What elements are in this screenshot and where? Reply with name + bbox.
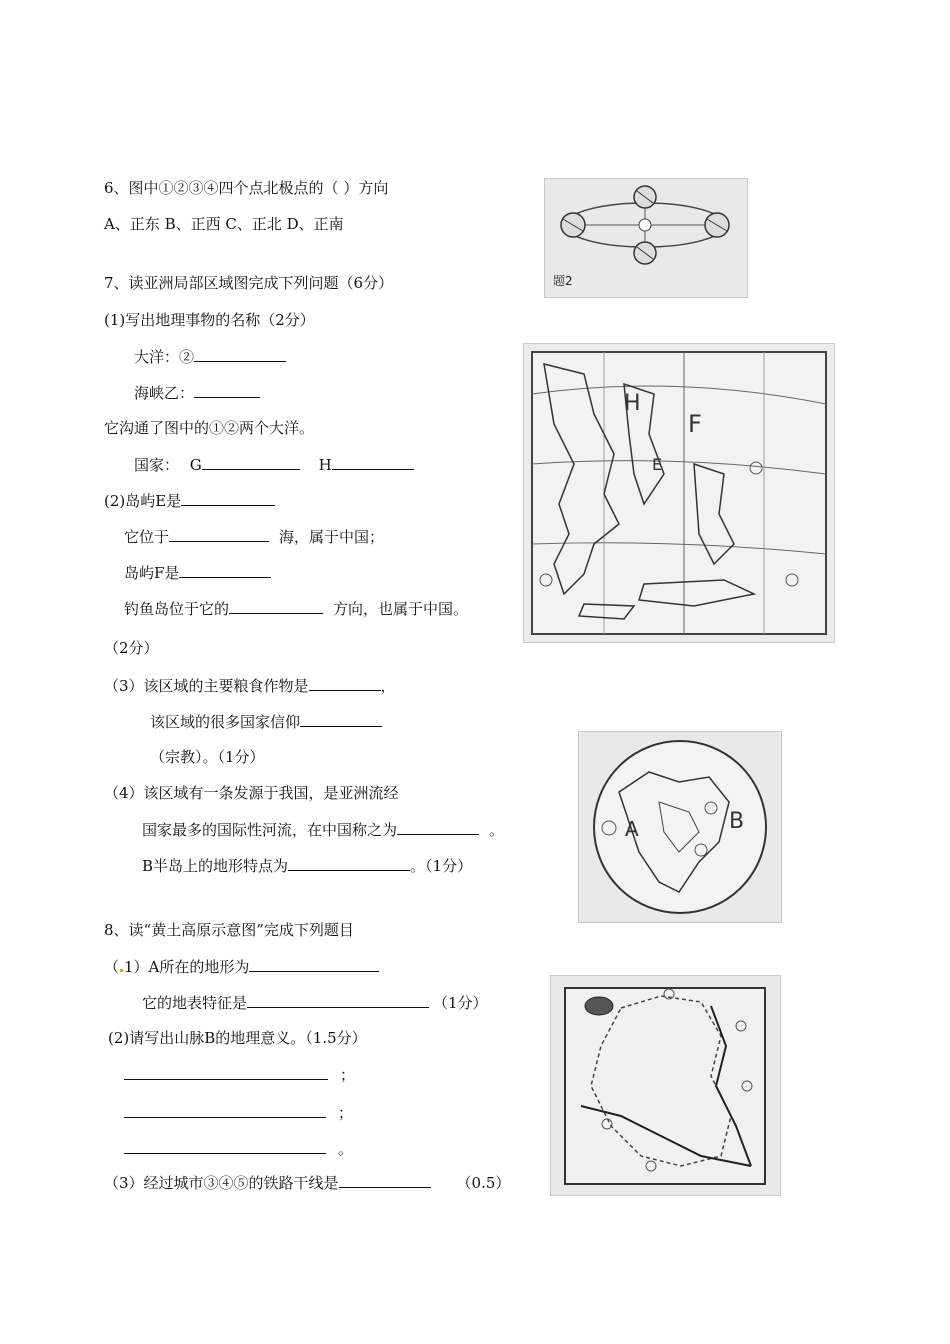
q7-stem: 7、读亚洲局部区域图完成下列问题（6分） [104,274,394,292]
q7-ocean-line [134,346,286,367]
q7-river-blank[interactable] [397,819,479,835]
round-map-label-b: B [729,809,745,834]
q7-part3-label: （3）该区域的主要粮食作物是 [104,677,309,695]
q7-river-prefix: 国家最多的国际性河流，在中国称之为 [142,821,398,839]
q7-religion-line [150,711,382,732]
q7-peninsula-suffix: 。（1分） [410,857,473,875]
q7-part3-line [104,675,396,696]
q7-located-line [124,526,384,547]
map-label-f: F [688,410,702,438]
q8-surface-prefix: 它的地表特征是 [142,994,248,1012]
loess-plateau-map [550,975,781,1196]
q7-strait-note: 它沟通了图中的①②两个大洋。 [104,419,315,437]
q8-line1 [124,1064,355,1085]
q8-surface-blank[interactable] [247,992,429,1008]
q7-peninsula-line [142,855,472,876]
q8-part3-label: （3）经过城市③④⑤的铁路干线是 [104,1174,339,1192]
q6-figure [544,178,748,298]
loess-plateau-map-drawing [551,976,780,1195]
q7-part3-end: ， [380,677,396,695]
q8-stem: 8、读“黄土高原示意图”完成下列题目 [104,921,354,939]
q8-railway-blank[interactable] [339,1172,431,1188]
q7-part1: (1)写出地理事物的名称（2分） [104,311,315,329]
q7-diaoyu-line [124,598,468,619]
q8-part1-open: （ [104,958,120,976]
q7-located-suffix: 海，属于中国； [279,528,385,546]
q7-crop-blank[interactable] [309,675,381,691]
q7-country-g-blank[interactable] [202,454,300,470]
q7-part2-score: （2分） [104,639,159,657]
q8-answer-line-2[interactable] [124,1102,326,1118]
q7-diaoyu-suffix: 方向，也属于中国。 [333,600,469,618]
q7-diaoyu-prefix: 钓鱼岛位于它的 [124,600,230,618]
q7-religion-suffix: （宗教）。（1分） [150,748,265,766]
q7-part2-label: (2)岛屿E是 [104,492,182,510]
q7-strait-line [134,382,260,403]
q8-part1-line [104,956,379,977]
q7-peninsula-blank[interactable] [288,855,410,871]
q6-options: A、正东 B、正西 C、正北 D、正南 [104,215,344,233]
q8-surface-score: （1分） [433,994,488,1012]
q8-line1-end: ； [340,1066,356,1084]
q7-religion-prefix: 该区域的很多国家信仰 [150,713,301,731]
q8-answer-line-3[interactable] [124,1138,326,1154]
q7-strait-blank[interactable] [194,382,260,398]
q6-stem: 6、图中①②③④四个点北极点的（ ）方向 [104,179,389,197]
q8-part1-label: 1）A所在的地形为 [124,958,250,976]
map-label-e: E [652,455,663,474]
q8-line3 [124,1138,353,1159]
orbit-diagram [545,179,747,297]
q7-part2-line [104,490,275,511]
q7-religion-blank[interactable] [300,711,382,727]
q8-surface-line [142,992,488,1013]
q8-part2: (2)请写出山脉B的地理意义。（1.5分） [108,1029,367,1047]
q8-part3-line [104,1172,510,1193]
q7-ocean-label: 大洋：② [134,348,195,366]
round-map-drawing [579,732,781,922]
q7-country-line [134,454,414,475]
q8-answer-line-1[interactable] [124,1064,328,1080]
q7-island-f-blank[interactable] [179,562,271,578]
q8-line3-end: 。 [338,1140,354,1158]
q8-part3-score: （0.5） [456,1174,511,1192]
q7-peninsula-prefix: B半岛上的地形特点为 [142,857,289,875]
round-map [578,731,782,923]
q8-line2-end: ； [338,1104,354,1122]
q8-terrain-blank[interactable] [249,956,379,972]
q8-line2 [124,1102,353,1123]
q7-country-g: G [189,456,202,474]
q7-country-h: H [318,456,332,474]
q7-island-f-line [124,562,271,583]
q7-part4: （4）该区域有一条发源于我国，是亚洲流经 [104,784,399,802]
map-label-h: H [624,391,641,416]
figure-label: 题2 [553,274,573,288]
q7-island-f-label: 岛屿F是 [124,564,180,582]
round-map-label-a: A [625,817,639,841]
q7-ocean-blank[interactable] [194,346,286,362]
q7-located-blank[interactable] [169,526,269,542]
q7-island-e-blank[interactable] [181,490,275,506]
southeast-asia-map-drawing [524,344,834,642]
q7-diaoyu-blank[interactable] [229,598,323,614]
q7-strait-label: 海峡乙： [134,384,195,402]
q7-river-end: 。 [489,821,505,839]
q7-country-prefix: 国家： [134,456,180,474]
q7-river-line [142,819,504,840]
q7-located-prefix: 它位于 [124,528,170,546]
southeast-asia-map [523,343,835,643]
q7-country-h-blank[interactable] [332,454,414,470]
